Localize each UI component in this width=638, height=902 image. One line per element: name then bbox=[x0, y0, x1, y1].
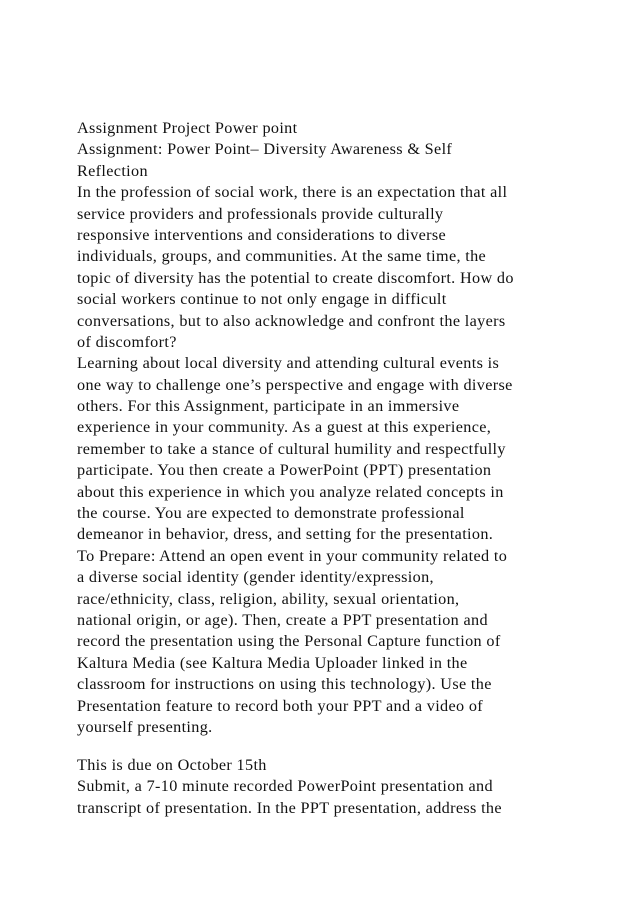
due-date-and-submission bbox=[77, 755, 597, 819]
text-line: classroom for instructions on using this technology). Use the bbox=[77, 675, 492, 694]
text-line: Assignment Project Power point bbox=[77, 119, 298, 137]
text-line: a diverse social identity (gender identity/expression, bbox=[77, 568, 434, 587]
text-line: the course. You are expected to demonstrate professional bbox=[77, 504, 465, 523]
assignment-description bbox=[77, 118, 597, 738]
text-line: race/ethnicity, class, religion, ability, sexual orientation, bbox=[77, 589, 460, 608]
text-line: service providers and professionals provide culturally bbox=[77, 204, 444, 223]
text-line: yourself presenting. bbox=[77, 717, 213, 736]
text-line: Assignment: Power Point– Diversity Awareness & Self bbox=[77, 140, 453, 159]
text-line: about this experience in which you analyze related concepts in bbox=[77, 482, 504, 501]
text-line: national origin, or age). Then, create a PPT presentation and bbox=[77, 610, 488, 629]
text-line: This is due on October 15th bbox=[77, 756, 267, 774]
text-line: Learning about local diversity and attending cultural events is bbox=[77, 354, 500, 373]
text-line: Submit, a 7-10 minute recorded PowerPoint presentation and bbox=[77, 777, 493, 796]
text-line: demeanor in behavior, dress, and setting for the presentation. bbox=[77, 525, 494, 544]
text-line: Reflection bbox=[77, 161, 148, 180]
text-line: social workers continue to not only engage in difficult bbox=[77, 290, 447, 309]
text-line: participate. You then create a PowerPoint (PPT) presentation bbox=[77, 461, 492, 480]
text-line: of discomfort? bbox=[77, 332, 177, 351]
text-line: individuals, groups, and communities. At the same time, the bbox=[77, 247, 487, 266]
text-line: experience in your community. As a guest at this experience, bbox=[77, 418, 492, 437]
text-line: record the presentation using the Personal Capture function of bbox=[77, 632, 501, 651]
text-line: topic of diversity has the potential to create discomfort. How do bbox=[77, 268, 514, 287]
text-line: To Prepare: Attend an open event in your community related to bbox=[77, 546, 508, 565]
text-line: responsive interventions and considerations to diverse bbox=[77, 225, 447, 244]
text-line: conversations, but to also acknowledge and confront the layers bbox=[77, 311, 506, 330]
text-line: transcript of presentation. In the PPT presentation, address the bbox=[77, 798, 502, 817]
text-line: Presentation feature to record both your PPT and a video of bbox=[77, 696, 484, 715]
text-line: In the profession of social work, there is an expectation that all bbox=[77, 183, 508, 202]
text-line: one way to challenge one’s perspective and engage with diverse bbox=[77, 375, 513, 394]
text-line: others. For this Assignment, participate in an immersive bbox=[77, 397, 460, 416]
text-line: Kaltura Media (see Kaltura Media Uploader linked in the bbox=[77, 653, 468, 672]
text-line: remember to take a stance of cultural humility and respectfully bbox=[77, 439, 506, 458]
